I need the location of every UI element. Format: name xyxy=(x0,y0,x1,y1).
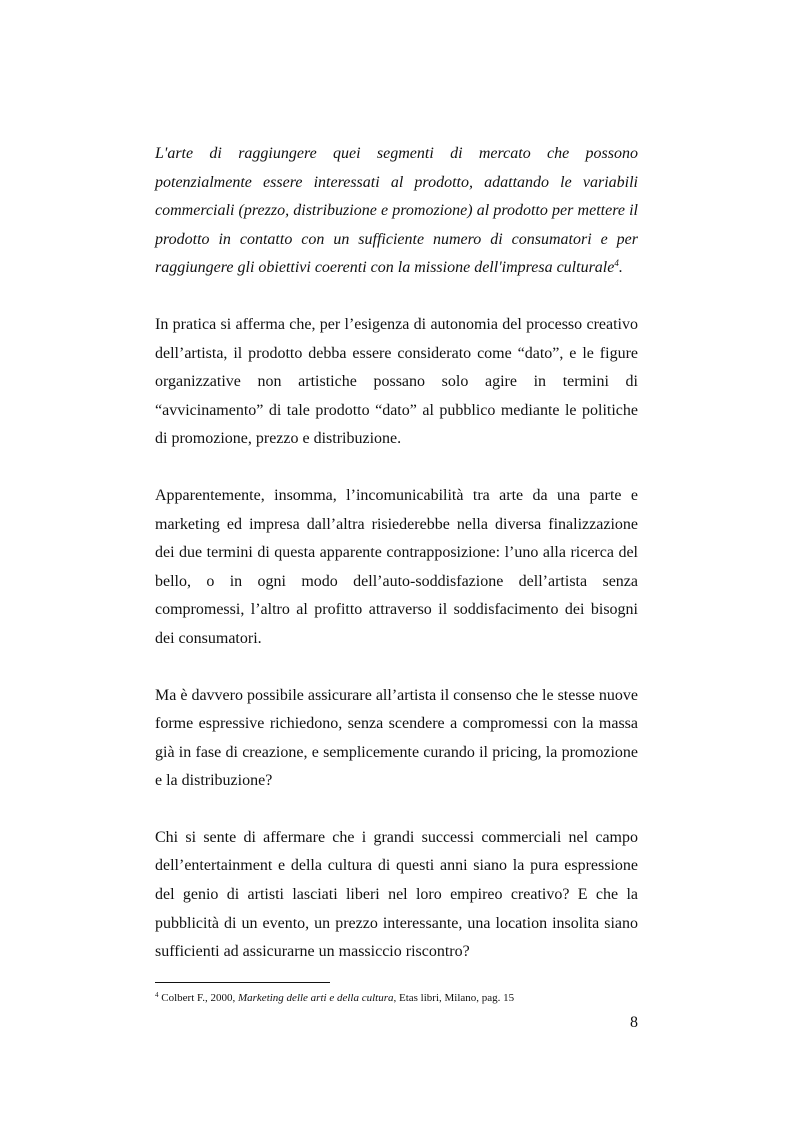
footnote-text-after: , Etas libri, Milano, pag. 15 xyxy=(393,992,515,1004)
page-body xyxy=(155,140,638,967)
paragraph-2: Apparentemente, insomma, l’incomunicabilità tra arte da una parte e marketing ed impresa dall’altra risiederebbe nella diversa finalizzazione dei due termini di questa apparente contrapposizione: l’uno alla ricerca del bello, o in ogni modo dell’auto-soddisfazione dell’artista senza compromessi, l’altro al profitto attraverso il soddisfacimento dei bisogni dei consumatori. xyxy=(155,486,638,647)
footnote-separator xyxy=(155,982,330,983)
quote-text: L'arte di raggiungere quei segmenti di mercato che possono potenzialmente essere interessati al prodotto, adattando le variabili commerciali (prezzo, distribuzione e promozione) al prodotto per mettere il prodotto in contatto con un sufficiente numero di consumatori e per raggiungere gli obiettivi coerenti con la missione dell'impresa culturale xyxy=(155,145,638,277)
paragraph-3: Ma è davvero possibile assicurare all’artista il consenso che le stesse nuove forme espressive richiedono, senza scendere a compromessi con la massa già in fase di creazione, e semplicemente curando il pricing, la promozione e la distribuzione? xyxy=(155,686,638,790)
footnote xyxy=(155,991,638,1005)
footnote-book-title: Marketing delle arti e della cultura xyxy=(237,992,394,1004)
paragraph-1: In pratica si afferma che, per l’esigenza di autonomia del processo creativo dell’artista, il prodotto debba essere considerato come “dato”, e le figure organizzative non artistiche possano solo agire in termini di “avvicinamento” di tale prodotto “dato” al pubblico mediante le politiche di promozione, prezzo e distribuzione. xyxy=(155,315,638,448)
footnote-number: 4 xyxy=(155,991,159,999)
footnote-text-before: Colbert F., 2000, xyxy=(161,992,238,1004)
quote-trailing-punctuation: . xyxy=(618,259,623,277)
quote-paragraph xyxy=(155,140,638,283)
page-number: 8 xyxy=(630,1014,638,1031)
footnote-reference[interactable]: 4 xyxy=(614,258,619,269)
paragraph-4: Chi si sente di affermare che i grandi successi commerciali nel campo dell’entertainment e della cultura di questi anni siano la pura espressione del genio di artisti lasciati liberi nel loro empireo creativo? E che la pubblicità di un evento, un prezzo interessante, una location insolita siano sufficienti ad assicurarne un massiccio riscontro? xyxy=(155,828,638,961)
